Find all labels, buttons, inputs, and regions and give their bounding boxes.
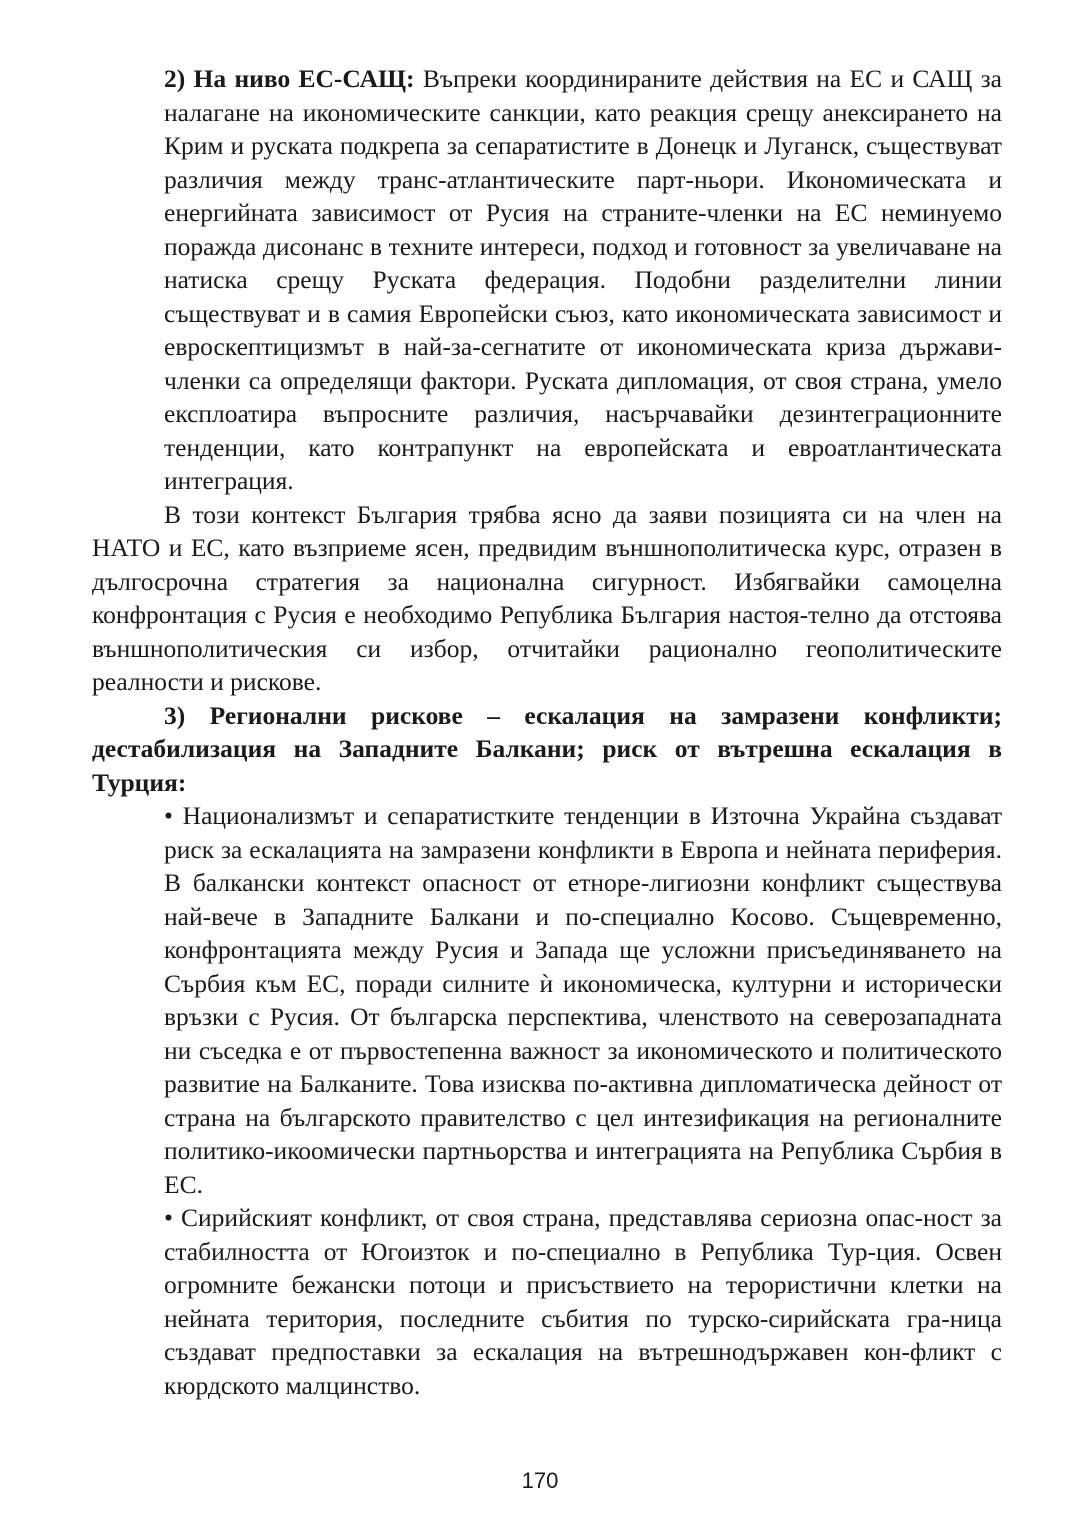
section-2-text: Въпреки координираните действия на ЕС и САЩ за налагане на икономическите санкции, като реакция срещу анексирането на Крим и руската подкрепа за сепаратистите в Донецк и Луганск, съществуват различия между транс-атлантическите парт-ньори. Икономическата и енергийната зависимост от Русия на страните-членки на ЕС неминуемо поражда дисонанс в техните интереси, подход и готовност за увеличаване на натиска срещу Руската федерация. Подобни разделителни линии съществуват и в самия Европейски съюз, като икономическата зависимост и евроскептицизмът в най-за-сегнатите от икономическата криза държави-членки са определящи фактори. Руската дипломация, от своя страна, умело експлоатира въпросните различия, насърчавайки дезинтеграционните тенденции, като контрапункт на европейската и евроатлантическата интеграция.: [164, 64, 1002, 495]
bullet-icon: •: [164, 1203, 173, 1232]
section-3-heading: 3) Регионални рискове – ескалация на замразени конфликти; дестабилизация на Западните Балкани; риск от вътрешна ескалация в Турция:: [92, 700, 1002, 797]
section-2-paragraph: [164, 62, 1002, 498]
page-body: [92, 62, 1002, 1402]
bullet-text: Национализмът и сепаратистките тенденции в Източна Украйна създават риск за ескалацията на замразени конфликти в Европа и нейната периферия. В балкански контекст опасност от етноре-лигиозни конфликт съществува най-вече в Западните Балкани и по-специално Косово. Същевременно, конфронтацията между Русия и Запада ще усложни присъединяването на Сърбия към ЕС, поради силните ѝ икономическа, културни и исторически връзки с Русия. От българска перспектива, членството на северозападната ни съседка е от първостепенна важност за икономическото и политическото развитие на Балканите. Това изисква по-активна дипломатическа дейност от страна на българското правителство с цел интезификация на регионалните политико-икоомически партньорства и интеграцията на Република Сърбия в ЕС.: [164, 801, 1003, 1199]
bullet-item-2: [164, 1201, 1002, 1402]
context-paragraph: В този контекст България трябва ясно да заяви позицията си на член на НАТО и ЕС, като възприеме ясен, предвидим външнополитическа курс, отразен в дългосрочна стратегия за национална сигурност. Избягвайки самоцелна конфронтация с Русия е необходимо Република България настоя-телно да отстоява външнополитическия си избор, отчитайки рационално геополитическите реалности и рискове.: [92, 499, 1002, 696]
bullet-text: Сирийският конфликт, от своя страна, представлява сериозна опас-ност за стабилността от Югоизток и по-специално в Република Тур-ция. Освен огромните бежански потоци и присъствието на терористични клетки на нейната територия, последните събития по турско-сирийската гра-ница създават предпоставки за ескалация на вътрешнодържавен кон-фликт с кюрдското малцинство.: [164, 1203, 1002, 1400]
bullet-icon: •: [164, 801, 173, 830]
section-2-heading: 2) На ниво ЕС-САЩ:: [164, 64, 415, 93]
bullet-item-1: [164, 799, 1002, 1201]
page-number: 170: [521, 1468, 559, 1493]
